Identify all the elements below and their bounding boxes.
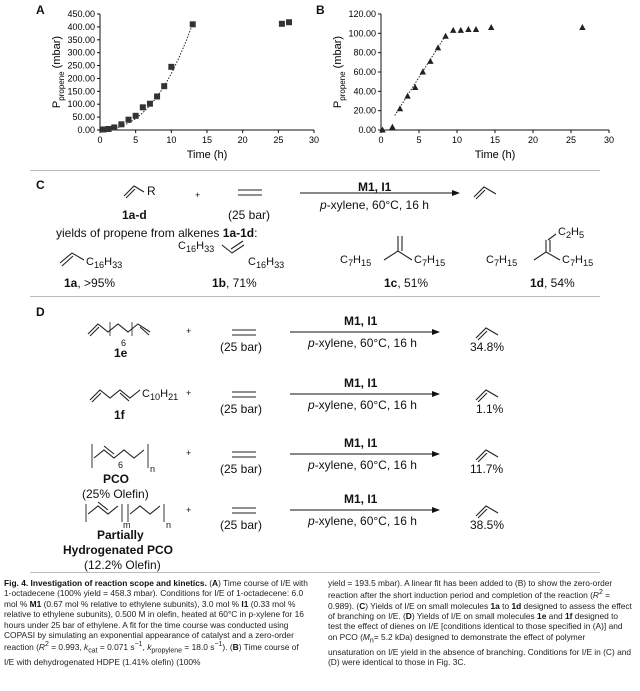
formula-1a-c-sub: 16 xyxy=(93,260,105,271)
chart-a-data-point xyxy=(126,117,132,123)
chart-b-y-label xyxy=(332,36,347,108)
chart-b-y-tick-label: 60.00 xyxy=(353,67,376,77)
chart-b-data-point xyxy=(420,69,426,75)
formula-1d-ethyl-h: H xyxy=(571,226,579,238)
panel-label-c: C xyxy=(36,178,45,192)
chart-b-x-tick-label: 20 xyxy=(527,135,539,145)
chart-a-x-tick-label: 0 xyxy=(97,135,103,145)
1a-structure xyxy=(60,253,84,263)
plus-c: + xyxy=(195,190,201,200)
conditions-d-2 xyxy=(308,398,417,412)
chart-b-y-tick-label: 20.00 xyxy=(353,105,376,116)
chart-a-y-tick-label: 50.00 xyxy=(72,112,95,123)
1e-structure xyxy=(88,322,150,336)
chart-b xyxy=(315,0,615,165)
formula-1d-left xyxy=(486,254,517,268)
yield-1a-label: 1a xyxy=(64,276,78,290)
pressure-c: (25 bar) xyxy=(228,208,271,222)
formula-1f xyxy=(142,388,178,402)
1f-structure xyxy=(90,390,140,402)
chart-a-data-point xyxy=(147,101,153,107)
formula-1b-left xyxy=(178,240,214,254)
yield-1c-value: , 51% xyxy=(397,276,429,290)
formula-1c-left-h-sub: 15 xyxy=(361,258,372,269)
chart-a-y-tick-label: 450.00 xyxy=(67,9,95,19)
formula-1b-right xyxy=(248,256,284,270)
formula-1a-h-sub: 33 xyxy=(112,260,123,271)
chart-a-data-point xyxy=(140,104,146,110)
chart-a-data-point xyxy=(286,19,292,25)
label-phpco-1: Partially xyxy=(97,528,144,542)
chart-a-data-point xyxy=(154,93,160,99)
chart-a-data-point xyxy=(161,83,167,89)
chart-a-x-label: Time (h) xyxy=(186,149,228,161)
chart-a-data-point xyxy=(190,21,196,27)
formula-1c-left-c: C xyxy=(340,254,348,266)
formula-1d-right-c-sub: 7 xyxy=(569,258,576,269)
formula-1d-left-c-sub: 7 xyxy=(493,258,500,269)
formula-1b-right-c: C xyxy=(248,256,256,268)
catalyst-c: M1, I1 xyxy=(358,180,392,194)
formula-1d-right-h: H xyxy=(575,254,583,266)
conditions-d-1 xyxy=(308,336,417,350)
reactant-label-1a-d: 1a-d xyxy=(122,208,147,222)
1b-structure xyxy=(222,245,244,253)
chart-a-y-tick-label: 250.00 xyxy=(67,60,95,71)
pressure-d-3: (25 bar) xyxy=(220,462,263,476)
chart-b-y-tick-label: 40.00 xyxy=(353,86,376,97)
chart-a-y-tick-label: 0.00 xyxy=(77,125,95,135)
chart-b-data-point xyxy=(397,105,403,111)
phpco-subscript-n: n xyxy=(166,520,172,530)
formula-1a-c: C xyxy=(86,256,94,268)
chart-b-data-point xyxy=(458,27,464,33)
1c-structure xyxy=(384,251,412,260)
catalyst-d-4: M1, I1 xyxy=(344,492,378,506)
panel-label-b: B xyxy=(316,3,325,17)
yield-1e: 34.8% xyxy=(470,340,505,354)
formula-1f-h-sub: 21 xyxy=(168,392,179,403)
panel-label-a: A xyxy=(36,3,45,17)
conditions-d-1-rest: -xylene, 60°C, 16 h xyxy=(314,336,417,350)
phpco-subscript-m: m xyxy=(123,520,131,530)
chart-b-x-tick-label: 5 xyxy=(416,135,422,145)
formula-1b-right-h: H xyxy=(266,256,275,268)
chart-b-data-point xyxy=(442,33,448,39)
chart-b-data-point xyxy=(404,93,410,99)
chart-b-x-tick-label: 25 xyxy=(565,135,577,145)
chart-a-y-tick-label: 100.00 xyxy=(67,99,95,110)
yields-heading-suffix: : xyxy=(254,226,258,240)
chart-b-data-point xyxy=(488,24,494,30)
chart-a-y-tick-label: 350.00 xyxy=(67,34,95,45)
chart-a-data-point xyxy=(118,121,124,127)
separator-caption xyxy=(30,572,600,573)
catalyst-d-3: M1, I1 xyxy=(344,436,378,450)
yield-pco: 11.7% xyxy=(470,462,504,476)
formula-1c-left-c-sub: 7 xyxy=(347,258,354,269)
chart-a-y-label-sub: propene xyxy=(57,71,66,101)
label-1e: 1e xyxy=(114,346,128,360)
caption-left-column: Fig. 4. Investigation of reaction scope and kinetics. (A) Time course of I/E with 1-octadecene (100% yield = 458.3 mbar). Conditions for I/E of 1-octadecene: 6.0 mol % M1 (0.67 mol % relative to ethylene subunits), 3.0 mol % I1 (0.33 mol % relative to ethylene subunits), 0.500 M in olefin, heated at 60°C in p-xylene for 16 hours under 25 bar of ethylene. A fit for the time course was conducted using COPASI by simulating an exponential appearance of catalyst and a zero-order reaction ($R^2 = 0.993$, $k_{cat} = 0.071$ $s^{-1}$, $k_{propylene} = 18.0$ $s^{-1}$). (B) Time course of I/E with dehydrogenated HDPE (1.41% olefin) (100% xyxy=(4,578,308,668)
yield-1b-label: 1b xyxy=(212,276,227,290)
yield-1d-label: 1d xyxy=(530,276,545,290)
chart-a xyxy=(20,0,320,165)
chart-b-data-point xyxy=(389,124,395,130)
chart-a-x-tick-label: 20 xyxy=(237,135,248,145)
yield-1c xyxy=(384,276,428,290)
panel-label-d: D xyxy=(36,305,45,319)
chart-b-y-label-sub: propene xyxy=(338,71,347,101)
formula-1d-ethyl-c: C xyxy=(558,226,566,238)
formula-1d-ethyl-c-sub: 2 xyxy=(565,230,572,241)
formula-1b-left-c: C xyxy=(178,240,186,252)
chart-b-x-label: Time (h) xyxy=(474,149,516,161)
formula-1d-left-h: H xyxy=(499,254,507,266)
formula-1c-left-h: H xyxy=(353,254,361,266)
alkene-r-structure xyxy=(124,186,144,196)
formula-1d-ethyl xyxy=(558,226,584,240)
formula-1d-right-h-sub: 15 xyxy=(583,258,594,269)
formula-1b-left-h: H xyxy=(196,240,205,252)
label-phpco-2: Hydrogenated PCO xyxy=(63,543,174,557)
formula-1c-right-c: C xyxy=(414,254,422,266)
chart-a-x-tick-label: 10 xyxy=(166,135,177,145)
formula-1f-c: C xyxy=(142,388,150,400)
chart-b-y-label-main: P xyxy=(332,100,344,109)
sublabel-pco: (25% Olefin) xyxy=(82,487,149,501)
catalyst-d-2: M1, I1 xyxy=(344,376,378,390)
reactant-r: R xyxy=(147,184,156,198)
formula-1c-right xyxy=(414,254,445,268)
1d-structure xyxy=(534,252,560,260)
chart-a-y-label xyxy=(51,36,66,108)
chart-b-data-point xyxy=(473,26,479,32)
chart-a-data-point xyxy=(168,64,174,70)
chart-b-x-tick-label: 0 xyxy=(378,135,384,145)
plus-d-3: + xyxy=(186,448,192,458)
chart-b-y-tick-label: 80.00 xyxy=(353,47,376,58)
yield-1b-value: , 71% xyxy=(226,276,257,290)
yield-1f: 1.1% xyxy=(476,402,504,416)
conditions-d-4-rest: -xylene, 60°C, 16 h xyxy=(314,514,417,528)
yields-heading-prefix: yields of propene from alkenes xyxy=(56,226,223,240)
formula-1f-h: H xyxy=(160,388,169,400)
formula-1b-right-h-sub: 33 xyxy=(274,260,285,271)
conditions-d-2-rest: -xylene, 60°C, 16 h xyxy=(314,398,417,412)
formula-1c-right-h-sub: 15 xyxy=(435,258,446,269)
conditions-d-1-italic: p xyxy=(308,336,315,350)
pressure-d-1: (25 bar) xyxy=(220,340,263,354)
chart-b-data-point xyxy=(427,58,433,64)
chart-a-x-tick-label: 30 xyxy=(308,135,320,145)
pco-subscript-n: n xyxy=(150,464,156,474)
chart-a-y-tick-label: 300.00 xyxy=(67,47,95,58)
panel-d-row-graphics xyxy=(232,328,498,518)
1e-subscript-6: 6 xyxy=(121,338,127,348)
chart-a-data-point xyxy=(111,124,117,130)
chart-b-x-tick-label: 30 xyxy=(603,135,615,145)
formula-1d-ethyl-h-sub: 5 xyxy=(579,230,585,241)
chart-b-y-label-unit: (mbar) xyxy=(332,35,344,72)
chart-b-x-tick-label: 10 xyxy=(451,135,463,145)
chart-a-x-tick-label: 5 xyxy=(133,135,139,145)
conditions-d-4 xyxy=(308,514,417,528)
formula-1c-left xyxy=(340,254,371,268)
caption-right-column: yield = 193.5 mbar). A linear fit has been added to (B) to show the zero-order reaction after the short induction period and completion of the reaction $(R^2 = 0.989)$. (C) Yields of I/E on small molecules 1a to 1d designed to assess the effect of branching on I/E. (D) Yields of I/E on small molecules 1e and 1f designed to test the effect of dienes on I/E [conditions identical to those specified in (A)] and on PCO ($M_n= 5.2$ kDa) designed to demonstrate the effect of polymer unsaturation on I/E yield in the absence of branching. Conditions for I/E in (C) and (D) were identical to those in Fig. 3C. xyxy=(328,578,632,668)
chart-a-y-label-main: P xyxy=(51,100,63,109)
plus-d-2: + xyxy=(186,388,192,398)
chart-a-y-label-unit: (mbar) xyxy=(51,35,63,72)
yield-phpco: 38.5% xyxy=(470,518,505,532)
yield-1a xyxy=(64,276,115,290)
pco-subscript-6: 6 xyxy=(118,460,124,470)
chart-a-data-point xyxy=(106,126,112,132)
formula-1c-right-h: H xyxy=(427,254,435,266)
formula-1b-left-h-sub: 33 xyxy=(204,244,215,255)
conditions-d-3 xyxy=(308,458,417,472)
chart-b-y-tick-label: 120.00 xyxy=(348,9,376,19)
conditions-c-rest: -xylene, 60°C, 16 h xyxy=(326,198,429,212)
conditions-c xyxy=(320,198,429,212)
chart-b-data-point xyxy=(579,24,585,30)
formula-1f-c-sub: 10 xyxy=(149,392,161,403)
yields-heading-bold: 1a-1d xyxy=(222,226,255,240)
yield-1b xyxy=(212,276,257,290)
plus-d-1: + xyxy=(186,326,192,336)
formula-1b-left-c-sub: 16 xyxy=(185,244,197,255)
chart-b-data-point xyxy=(450,27,456,33)
chart-b-x-tick-label: 15 xyxy=(489,135,501,145)
sublabel-phpco: (12.2% Olefin) xyxy=(84,558,161,572)
chart-a-y-tick-label: 400.00 xyxy=(67,21,95,32)
yield-1c-label: 1c xyxy=(384,276,398,290)
formula-1a xyxy=(86,256,122,270)
formula-1a-h: H xyxy=(104,256,113,268)
yields-heading xyxy=(56,226,257,240)
chart-a-y-tick-label: 200.00 xyxy=(67,73,95,84)
conditions-d-3-italic: p xyxy=(308,458,315,472)
chart-b-y-tick-label: 0.00 xyxy=(358,125,376,135)
chart-a-fit-line xyxy=(100,24,193,130)
chart-a-data-point xyxy=(279,21,285,27)
pressure-d-2: (25 bar) xyxy=(220,402,263,416)
formula-1d-left-c: C xyxy=(486,254,494,266)
catalyst-d-1: M1, I1 xyxy=(344,314,378,328)
chart-a-x-tick-label: 25 xyxy=(273,135,284,145)
formula-1c-right-c-sub: 7 xyxy=(421,258,428,269)
plus-d-4: + xyxy=(186,505,192,515)
yield-1d-value: , 54% xyxy=(544,276,575,290)
yield-1a-value: , >95% xyxy=(77,276,116,290)
partially-hydrogenated-pco-structure xyxy=(86,502,164,522)
chart-b-y-tick-label: 100.00 xyxy=(348,28,376,39)
label-pco: PCO xyxy=(103,472,130,486)
yield-1d xyxy=(530,276,575,290)
label-1f: 1f xyxy=(114,408,125,422)
conditions-d-2-italic: p xyxy=(308,398,315,412)
pressure-d-4: (25 bar) xyxy=(220,518,263,532)
chart-a-data-point xyxy=(133,113,139,119)
chart-b-data-point xyxy=(465,26,471,32)
formula-1b-right-c-sub: 16 xyxy=(255,260,267,271)
chart-b-data-point xyxy=(435,44,441,50)
formula-1d-right xyxy=(562,254,593,268)
conditions-d-4-italic: p xyxy=(308,514,315,528)
conditions-d-3-rest: -xylene, 60°C, 16 h xyxy=(314,458,417,472)
conditions-c-italic: p xyxy=(320,198,327,212)
propene-structure xyxy=(474,187,496,197)
formula-1d-right-c: C xyxy=(562,254,570,266)
chart-a-x-tick-label: 15 xyxy=(201,135,213,145)
formula-1d-left-h-sub: 15 xyxy=(507,258,518,269)
chart-a-y-tick-label: 150.00 xyxy=(67,86,95,97)
